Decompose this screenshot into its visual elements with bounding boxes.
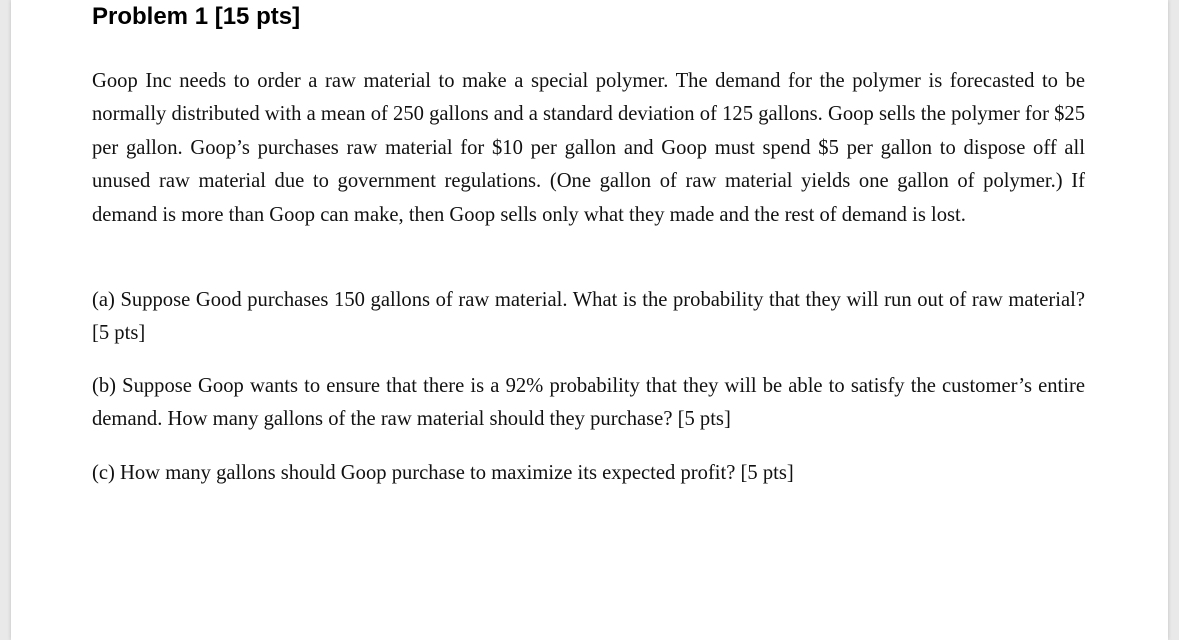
problem-statement: Goop Inc needs to order a raw material to make a special polymer. The demand for the polymer is forecasted to be normally distributed with a mean of 250 gallons and a standard deviation of 125 gallons. Goop sells the polymer for $25 per gallon. Goop’s purchases raw material for $10 per gallon and Goop must spend $5 per gallon to dispose off all unused raw material due to government regulations. (One gallon of raw material yields one gallon of polymer.) If demand is more than Goop can make, then Goop sells only what they made and the rest of demand is lost. (92, 70, 1085, 226)
problem-title: Problem 1 [15 pts] (92, 3, 301, 30)
document-page (11, 0, 1168, 640)
question-c: (c) How many gallons should Goop purchase to maximize its expected profit? [5 pts] (92, 462, 794, 484)
question-a: (a) Suppose Good purchases 150 gallons of raw material. What is the probability that they will run out of raw material? [5 pts] (92, 289, 1085, 345)
question-b: (b) Suppose Goop wants to ensure that there is a 92% probability that they will be able to satisfy the customer’s entire demand. How many gallons of the raw material should they purchase? [5 pts] (92, 375, 1085, 431)
